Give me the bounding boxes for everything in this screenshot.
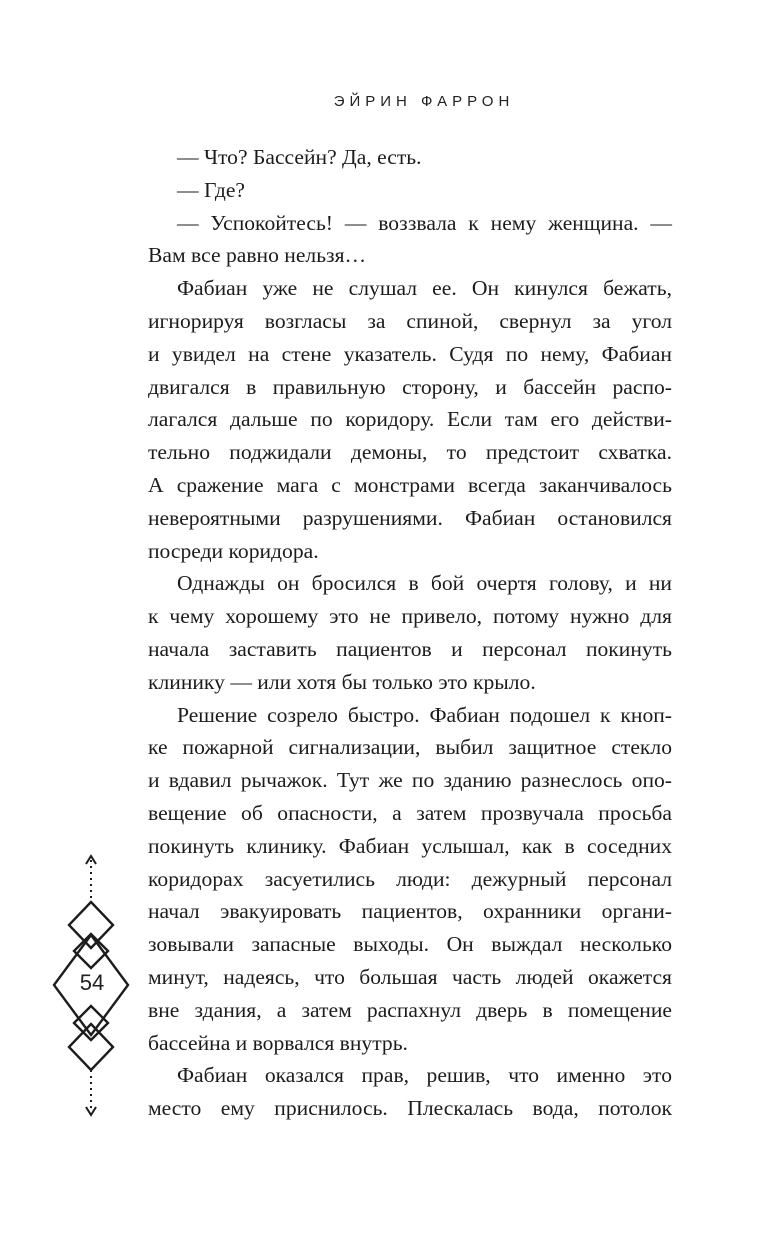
text-line: — Где? [177,177,246,202]
text-line: вещение об опасности, а затем прозвучала просьба [148,800,672,825]
text-line: Решение созрело быстро. Фабиан подошел к кноп- [177,702,672,727]
page-folio-ornament [46,852,138,1120]
text-line: посреди коридора. [148,538,319,563]
text-line: Однажды он бросился в бой очертя голову, и ни [177,571,672,596]
text-line: начала заставить пациентов и персонал покинуть [148,636,672,661]
text-line: Фабиан уже не слушал ее. Он кинулся бежать, [177,276,672,301]
text-line: тельно поджидали демоны, то предстоит схватка. [148,440,672,465]
body-text [148,141,672,1125]
text-line: зовывали запасные выходы. Он выждал несколько [148,932,672,957]
text-line: коридорах засуетились люди: дежурный персонал [148,866,672,891]
text-line: игнорируя возгласы за спиной, свернул за угол [148,308,672,333]
text-line: — Что? Бассейн? Да, есть. [177,145,422,169]
text-line: и увидел на стене указатель. Судя по нему, Фабиан [148,341,672,366]
text-line: Фабиан оказался прав, решив, что именно это [177,1063,672,1088]
text-line: вне здания, а затем распахнул дверь в помещение [148,997,672,1022]
text-line: и вдавил рычажок. Тут же по зданию разнеслось опо- [148,768,672,793]
text-line: невероятными разрушениями. Фабиан остановился [148,505,672,530]
text-line: клинику — или хотя бы только это крыло. [148,669,536,694]
text-line: к чему хорошему это не привело, потому нужно для [148,604,672,629]
text-line: начал эвакуировать пациентов, охранники органи- [148,899,672,924]
text-line: покинуть клинику. Фабиан услышал, как в соседних [148,833,672,858]
text-line: Вам все равно нельзя… [148,243,367,268]
text-line: лагался дальше по коридору. Если там его действи- [148,407,672,432]
text-line: двигался в правильную сторону, и бассейн распо- [148,374,672,399]
text-line: — Успокойтесь! — воззвала к нему женщина. — [177,210,672,235]
text-line: место ему приснилось. Плескалась вода, потолок [148,1096,672,1121]
text-line: минут, надеясь, что большая часть людей окажется [148,964,672,989]
text-line: А сражение мага с монстрами всегда заканчивалось [148,472,672,497]
page-number: 54 [79,970,105,995]
text-line: ке пожарной сигнализации, выбил защитное стекло [148,735,672,760]
text-line: бассейна и ворвался внутрь. [148,1030,408,1055]
running-head: ЭЙРИН ФАРРОН [333,93,515,110]
